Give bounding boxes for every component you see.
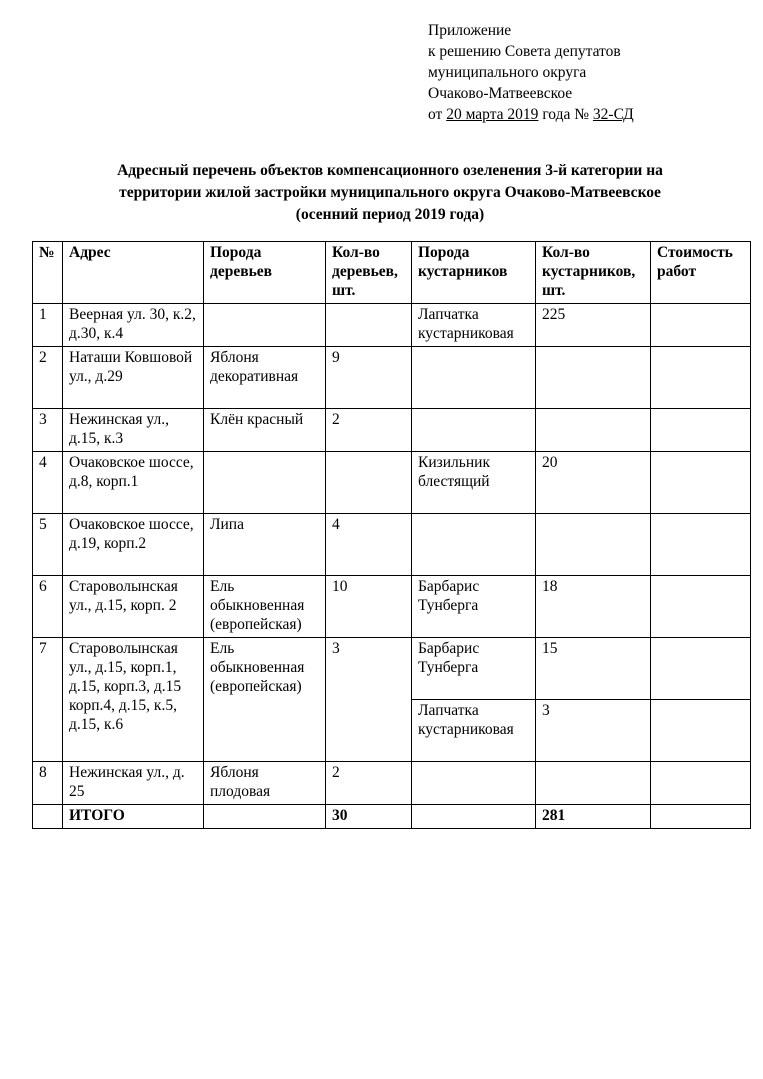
cell-tree-count: 2 [326, 762, 412, 805]
cell-shrub-species: Барбарис Тунберга [412, 576, 536, 638]
title-line: территории жилой застройки муниципального округа Очаково-Матвеевское [119, 184, 661, 201]
cell-address: Очаковское шоссе, д.8, корп.1 [63, 452, 204, 514]
cell-address: Веерная ул. 30, к.2, д.30, к.4 [63, 304, 204, 347]
cell-shrub-species [412, 762, 536, 805]
cell-num: 6 [33, 576, 63, 638]
cell-shrub-species [412, 409, 536, 452]
cell-shrub-count: 18 [536, 576, 651, 638]
appendix-line: Приложение [428, 22, 512, 39]
cell-shrub-count: 225 [536, 304, 651, 347]
table-row [33, 576, 751, 638]
table-row [33, 347, 751, 409]
cell-shrub-count [536, 347, 651, 409]
header-num: № [33, 242, 63, 304]
cell-num: 8 [33, 762, 63, 805]
cell-address: Нежинская ул., д.15, к.3 [63, 409, 204, 452]
cell-shrub-species: Лапчатка кустарниковая [412, 304, 536, 347]
cell-tree-count: 4 [326, 514, 412, 576]
cell-tree-count [326, 304, 412, 347]
cell-num: 3 [33, 409, 63, 452]
cell-tree-count [326, 452, 412, 514]
cell-shrub-species: Барбарис Тунберга [412, 638, 536, 700]
cell-tree-species: Ель обыкновенная (европейская) [204, 576, 326, 638]
date-mid: года № [538, 106, 593, 123]
cell-shrub-count [536, 409, 651, 452]
table-row [33, 762, 751, 805]
cell-shrub-count [536, 514, 651, 576]
cell-cost [651, 347, 751, 409]
total-tree-count: 30 [326, 805, 412, 829]
total-row [33, 805, 751, 829]
header-address: Адрес [63, 242, 204, 304]
document-title [40, 160, 740, 226]
cell-num: 2 [33, 347, 63, 409]
cell-address: Староволынская ул., д.15, корп.1, д.15, корп.3, д.15 корп.4, д.15, к.5, д.15, к.6 [63, 638, 204, 762]
cell-shrub-species [412, 805, 536, 829]
cell-num: 4 [33, 452, 63, 514]
cell-address: Староволынская ул., д.15, корп. 2 [63, 576, 204, 638]
cell-tree-species [204, 805, 326, 829]
cell-tree-count: 9 [326, 347, 412, 409]
cell-address: Очаковское шоссе, д.19, корп.2 [63, 514, 204, 576]
cell-num: 7 [33, 638, 63, 762]
cell-shrub-species: Кизильник блестящий [412, 452, 536, 514]
appendix-line: к решению Совета депутатов [428, 43, 621, 60]
cell-tree-species: Липа [204, 514, 326, 576]
cell-num: 1 [33, 304, 63, 347]
appendix-line: муниципального округа [428, 64, 587, 81]
cell-cost [651, 576, 751, 638]
header-tree-count: Кол-во деревьев, шт. [326, 242, 412, 304]
cell-tree-species: Ель обыкновенная (европейская) [204, 638, 326, 762]
cell-cost [651, 638, 751, 700]
cell-tree-count: 10 [326, 576, 412, 638]
appendix-line: Очаково-Матвеевское [428, 85, 573, 102]
cell-tree-species [204, 452, 326, 514]
decision-date: 20 марта 2019 [446, 106, 539, 123]
cell-cost [651, 805, 751, 829]
cell-tree-count: 3 [326, 638, 412, 762]
appendix-block [428, 20, 634, 125]
cell-tree-species: Клён красный [204, 409, 326, 452]
title-line: Адресный перечень объектов компенсационного озеленения 3-й категории на [117, 162, 663, 179]
total-label: ИТОГО [63, 805, 204, 829]
cell-num [33, 805, 63, 829]
cell-cost [651, 514, 751, 576]
total-shrub-count: 281 [536, 805, 651, 829]
cell-shrub-species [412, 347, 536, 409]
table-row [33, 304, 751, 347]
appendix-date-line [428, 104, 634, 125]
table-row [33, 409, 751, 452]
header-tree-species: Порода деревьев [204, 242, 326, 304]
cell-cost [651, 762, 751, 805]
header-shrub-species: Порода кустарников [412, 242, 536, 304]
greening-table [32, 241, 751, 829]
cell-cost [651, 452, 751, 514]
cell-num: 5 [33, 514, 63, 576]
cell-tree-species [204, 304, 326, 347]
table-header-row [33, 242, 751, 304]
cell-cost [651, 700, 751, 762]
table-row [33, 452, 751, 514]
title-line: (осенний период 2019 года) [295, 206, 485, 223]
date-prefix: от [428, 106, 447, 123]
cell-tree-species: Яблоня плодовая [204, 762, 326, 805]
cell-address: Нежинская ул., д. 25 [63, 762, 204, 805]
cell-cost [651, 304, 751, 347]
cell-shrub-species [412, 514, 536, 576]
table-row [33, 638, 751, 700]
header-cost: Стоимость работ [651, 242, 751, 304]
cell-tree-count: 2 [326, 409, 412, 452]
table-row [33, 514, 751, 576]
cell-shrub-count [536, 762, 651, 805]
cell-shrub-count: 15 [536, 638, 651, 700]
cell-shrub-species: Лапчатка кустарниковая [412, 700, 536, 762]
cell-tree-species: Яблоня декоративная [204, 347, 326, 409]
cell-address: Наташи Ковшовой ул., д.29 [63, 347, 204, 409]
cell-shrub-count: 3 [536, 700, 651, 762]
cell-shrub-count: 20 [536, 452, 651, 514]
cell-cost [651, 409, 751, 452]
decision-number: 32-СД [592, 106, 634, 123]
header-shrub-count: Кол-во кустарников, шт. [536, 242, 651, 304]
